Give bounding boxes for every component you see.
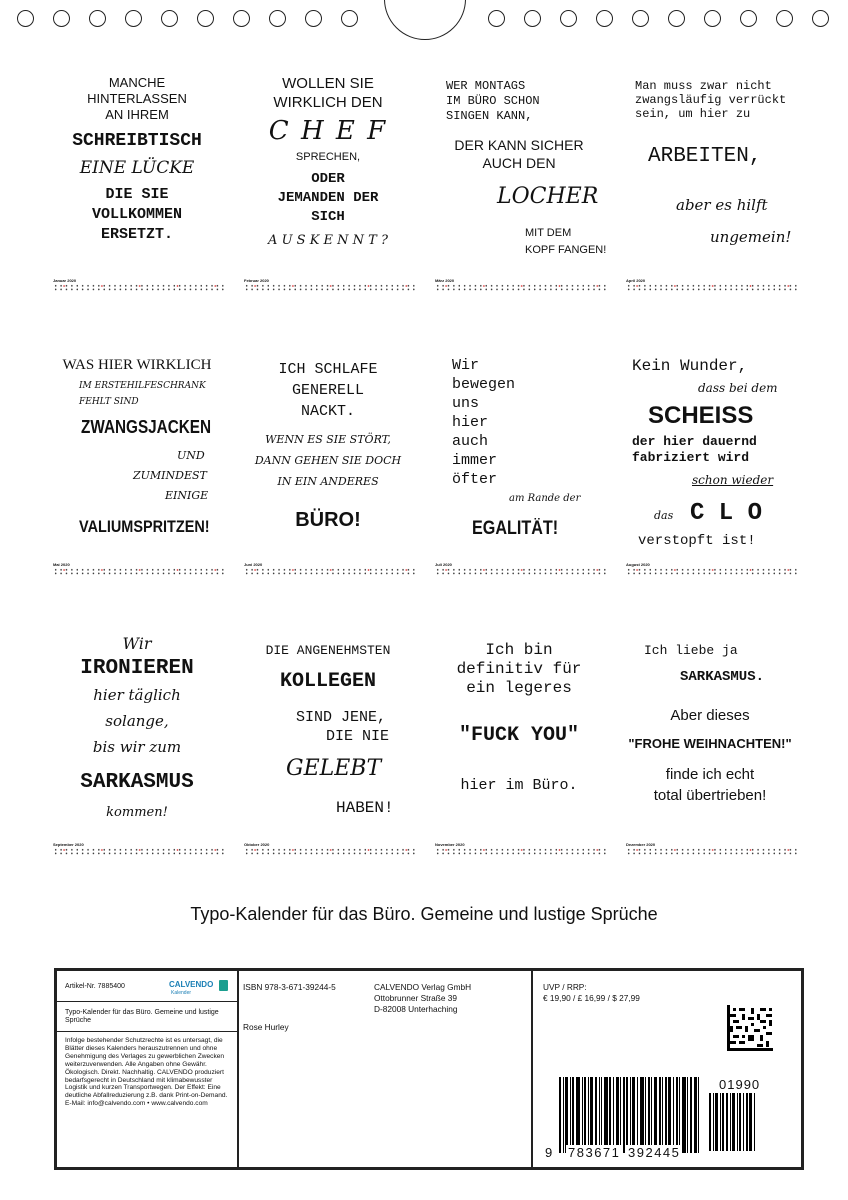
quote-line: das (654, 509, 674, 522)
binding-hole (341, 10, 358, 27)
binding-hole (740, 10, 757, 27)
quote-line: KOPF FANGEN! (525, 244, 607, 256)
datamatrix-code (727, 1005, 773, 1051)
mini-calendar-title: September 2020 (53, 842, 84, 847)
legal-text: Infolge bestehender Schutzrechte ist es untersagt, die Blätter dieses Kalenders herauszutrennen und ohne Genehmigung des Verlages zu gewerblichen Zwecken weiterzuverwenden. Alle Angaben ohne Gewähr. Ökologisch. Direkt. Nachhaltig. CALVENDO produziert bedarfsgerecht in Deutschland mit klimabewusster Logistik und kurzen Transportwegen. Der Effekt: Eine deutliche Abfallreduzierung z.B. dank Print-on-Demand. E-Mail: info@calvendo.com • www.calvendo.com (65, 1037, 228, 1108)
month-card-april (620, 70, 800, 310)
quote-line: DER KANN SICHER (454, 137, 584, 153)
binding-hole (596, 10, 613, 27)
quote-line: LOCHER (497, 184, 599, 209)
mini-calendar (435, 278, 607, 294)
binding-hole (197, 10, 214, 27)
publisher-line: D-82008 Unterhaching (374, 1004, 458, 1014)
barcode-digits-left: 783671 (568, 1145, 621, 1160)
quote-line: WAS HIER WIRKLICH (62, 357, 212, 373)
quote-line: ein legeres (466, 679, 572, 697)
mini-calendar-title: April 2020 (626, 278, 646, 283)
binding-hole (17, 10, 34, 27)
quote-line: SARKASMUS. (680, 669, 765, 685)
binding-hole (53, 10, 70, 27)
quote-line: NACKT. (300, 403, 355, 420)
quote-line: GENERELL (291, 382, 364, 399)
mini-calendar-title: Februar 2020 (244, 278, 269, 283)
mini-calendar (244, 278, 416, 294)
binding-hole (524, 10, 541, 27)
quote-line: BÜRO! (295, 509, 361, 531)
quote-line: C L O (690, 500, 763, 527)
quote-line: DIE ANGENEHMSTEN (265, 643, 391, 658)
mini-calendar-title: Juni 2020 (244, 562, 263, 567)
quote-line: MANCHE (108, 75, 166, 90)
quote-line: VOLLKOMMEN (91, 206, 182, 223)
quote-line: ARBEITEN, (648, 145, 762, 168)
month-card-july (429, 352, 609, 592)
binding-hole (776, 10, 793, 27)
quote-line: dass bei dem (698, 381, 778, 395)
quote-line: WIRKLICH DEN (273, 94, 383, 111)
quote-line: DANN GEHEN SIE DOCH (254, 454, 402, 467)
quote-line: EGALITÄT! (472, 518, 559, 539)
mini-calendar-title: Mai 2020 (53, 562, 70, 567)
quote-line: SPRECHEN, (295, 151, 361, 163)
mini-calendar-title: Juli 2020 (435, 562, 452, 567)
mini-calendar-title: November 2020 (435, 842, 465, 847)
quote-line: solange, (105, 712, 169, 730)
quote-line: IN EIN ANDERES (277, 475, 379, 488)
quote-line: WENN ES SIE STÖRT, (265, 433, 391, 446)
month-card-october (238, 632, 418, 872)
mini-calendar (435, 842, 607, 858)
mini-calendar-title: Dezember 2020 (626, 842, 656, 847)
quote-line: schon wieder (692, 473, 774, 487)
quote-line: HABEN! (336, 799, 394, 817)
quote-line: HINTERLASSEN (87, 91, 187, 106)
quote-line: Aber dieses (670, 707, 750, 724)
quote-line: "FUCK YOU" (458, 724, 580, 747)
isbn: ISBN 978-3-671-39244-5 (243, 982, 336, 992)
quote-line: DIE NIE (326, 728, 390, 745)
month-card-may (47, 352, 227, 592)
quote-line: UND (177, 449, 205, 462)
quote-line: ungemein! (710, 228, 792, 246)
mini-calendar (53, 842, 225, 858)
mini-calendar (626, 562, 798, 578)
calendar-subtitle: Typo-Kalender für das Büro. Gemeine und lustige Sprüche (190, 904, 658, 924)
quote-line: GELEBT (286, 756, 382, 781)
quote-line: definitiv für (456, 660, 582, 678)
quote-line: öfter (452, 471, 498, 488)
mini-calendar-title: Oktober 2020 (244, 842, 270, 847)
quote-line: ICH SCHLAFE (278, 361, 378, 378)
quote-line: Ich bin (485, 641, 553, 659)
quote-line: bewegen (452, 376, 516, 393)
month-card-january (47, 70, 227, 310)
binding-hole (704, 10, 721, 27)
quote-line: MIT DEM (525, 227, 572, 239)
quote-line: WER MONTAGS (446, 79, 526, 93)
hanger-cutout (384, 0, 466, 40)
quote-line: JEMANDEN DER (277, 190, 379, 206)
quote-line: Wir (122, 634, 152, 653)
quote-line: VALIUMSPRITZEN! (79, 517, 210, 536)
mini-calendar (626, 842, 798, 858)
calvendo-logo-tag: Kalender (171, 990, 192, 996)
calvendo-logo-icon (219, 980, 228, 991)
quote-line: ODER (311, 171, 345, 187)
quote-line: "FROHE WEIHNACHTEN!" (628, 736, 792, 751)
binding-hole (233, 10, 250, 27)
quote-line: ZUMINDEST (133, 469, 207, 482)
quote-line: AUCH DEN (482, 155, 556, 171)
quote-line: IM ERSTEHILFESCHRANK (79, 381, 206, 391)
addon-barcode (709, 1093, 756, 1151)
quote-line: sein, um hier zu (635, 107, 751, 121)
calvendo-logo: CALVENDO (169, 980, 214, 989)
binding-hole (269, 10, 286, 27)
binding-hole (161, 10, 178, 27)
quote-line: SCHREIBTISCH (72, 131, 202, 151)
quote-line: fabriziert wird (632, 450, 750, 465)
quote-line: auch (452, 433, 489, 450)
quote-line: C H E F (268, 116, 388, 146)
info-column-right (531, 971, 801, 1167)
article-number: Artikel-Nr. 7885400 (65, 983, 125, 990)
info-column-middle (237, 971, 533, 1167)
quote-line: SARKASMUS (80, 771, 194, 794)
month-card-march (429, 70, 609, 310)
month-card-february (238, 70, 418, 310)
publisher-line: Ottobrunner Straße 39 (374, 993, 458, 1003)
mini-calendar (435, 562, 607, 578)
quote-line: hier täglich (93, 686, 181, 704)
quote-line: WOLLEN SIE (282, 75, 374, 92)
quote-line: am Rande der (509, 493, 581, 504)
mini-calendar (53, 278, 225, 294)
quote-line: IM BÜRO SCHON (446, 94, 540, 108)
mini-calendar-title: Januar 2020 (53, 278, 77, 283)
quote-line: FEHLT SIND (79, 397, 139, 407)
quote-line: der hier dauernd (632, 434, 757, 449)
quote-line: AN IHREM (105, 107, 169, 122)
quote-line: finde ich echt (665, 766, 755, 783)
addon-number: 01990 (719, 1077, 761, 1092)
product-info-box (54, 968, 804, 1170)
quote-line: Man muss zwar nicht (635, 79, 772, 93)
mini-calendar-title: August 2020 (626, 562, 650, 567)
binding-hole (668, 10, 685, 27)
quote-line: Kein Wunder, (632, 357, 748, 375)
month-card-august (620, 352, 800, 592)
quote-line: ZWANGSJACKEN (81, 417, 212, 437)
quote-line: bis wir zum (92, 738, 182, 756)
quote-line: SIND JENE, (296, 709, 387, 726)
binding-hole (812, 10, 829, 27)
quote-line: immer (452, 452, 498, 469)
barcode-digit-prefix: 9 (545, 1145, 553, 1160)
quote-line: DIE SIE (105, 186, 169, 203)
quote-line: hier im Büro. (460, 777, 578, 794)
month-card-june (238, 352, 418, 592)
mini-calendar-title: März 2020 (435, 278, 455, 283)
info-column-left (57, 971, 239, 1167)
price-value: € 19,90 / £ 16,99 / $ 27,99 (543, 993, 640, 1003)
quote-line: Wir (452, 357, 480, 374)
quote-line: kommen! (106, 805, 168, 820)
quote-line: IRONIEREN (80, 657, 194, 680)
quote-line: SCHEISS (648, 402, 754, 429)
month-card-december (620, 632, 800, 872)
quote-line: SICH (311, 209, 345, 225)
quote-line: hier (452, 414, 489, 431)
binding-hole (89, 10, 106, 27)
binding-hole (488, 10, 505, 27)
binding-hole (125, 10, 142, 27)
mini-calendar (626, 278, 798, 294)
month-card-november (429, 632, 609, 872)
ean-barcode (559, 1077, 701, 1153)
quote-line: ERSETZT. (100, 226, 173, 243)
mini-calendar (244, 562, 416, 578)
quote-line: EINIGE (165, 489, 209, 502)
quote-line: verstopft ist! (638, 533, 756, 549)
quote-line: zwangsläufig verrückt (635, 93, 787, 107)
binding-hole (305, 10, 322, 27)
quote-line: EINE LÜCKE (79, 158, 195, 178)
mini-calendar (244, 842, 416, 858)
mini-calendar (53, 562, 225, 578)
binding-hole (632, 10, 649, 27)
binding-hole (560, 10, 577, 27)
quote-line: total übertrieben! (653, 787, 767, 804)
price-label: UVP / RRP: (543, 982, 587, 992)
quote-line: aber es hilft (676, 196, 768, 214)
publisher-line: CALVENDO Verlag GmbH (374, 982, 472, 992)
quote-line: uns (452, 395, 480, 412)
quote-line: KOLLEGEN (279, 670, 376, 693)
author: Rose Hurley (243, 1022, 289, 1032)
quote-line: A U S K E N N T ? (268, 233, 388, 248)
barcode-digits-right: 392445 (628, 1145, 681, 1160)
short-title: Typo-Kalender für das Büro. Gemeine und lustige Sprüche (65, 1009, 219, 1024)
quote-line: Ich liebe ja (644, 643, 738, 658)
month-card-september (47, 632, 227, 872)
quote-line: SINGEN KANN, (446, 109, 533, 123)
